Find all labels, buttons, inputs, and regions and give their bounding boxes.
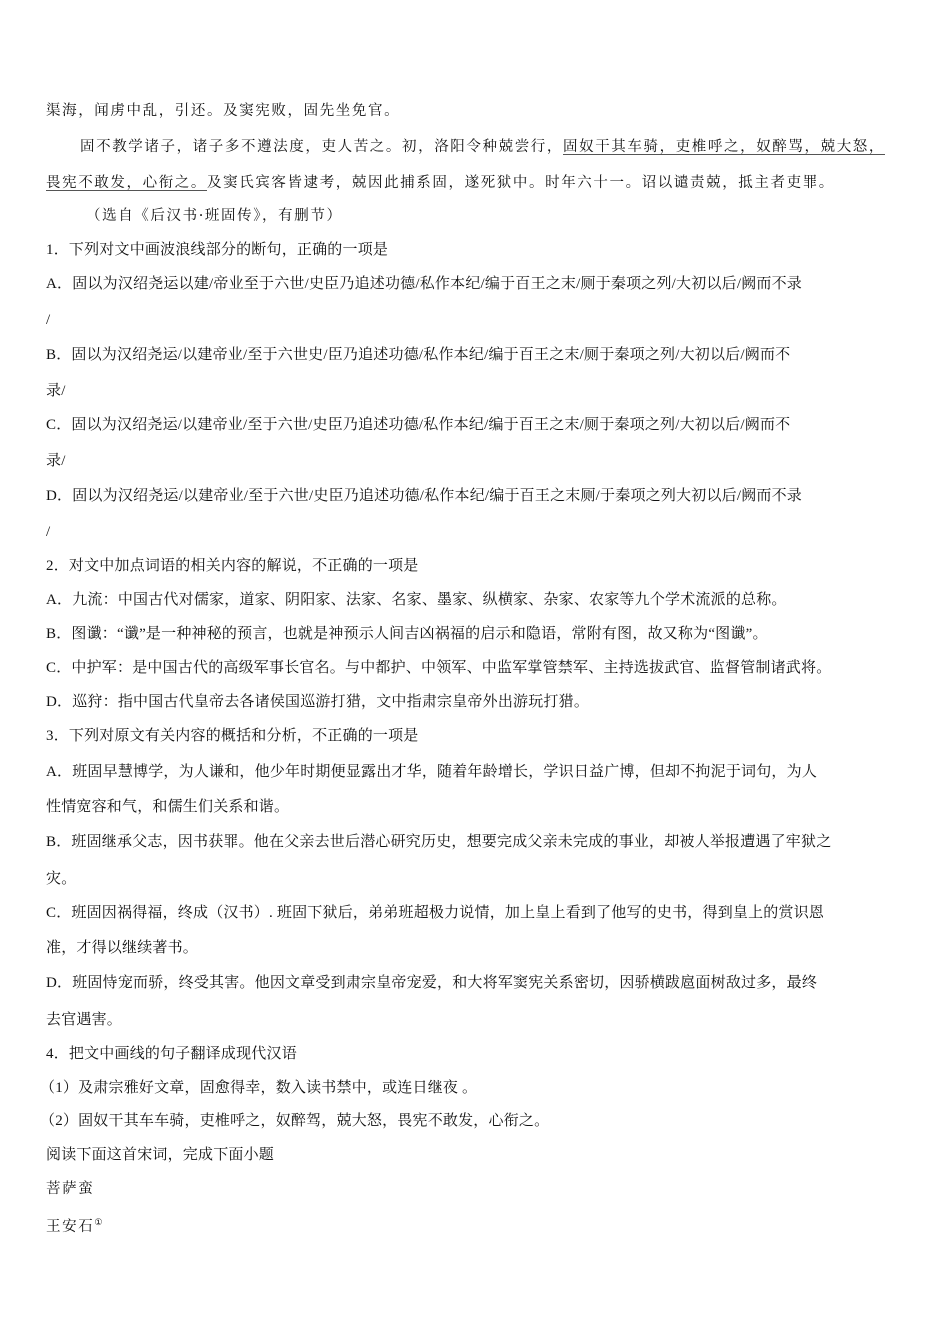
poem-title: 菩萨蛮 (46, 1181, 95, 1197)
question-1-option-c: C．固以为汉绍尧运/以建帝业/至于六世/史臣乃追述功德/私作本纪/编于百王之末/厕于秦项之列/大初以后/阙而不 (46, 417, 791, 433)
question-3-option-a-cont: 性情宽容和气，和儒生们关系和谐。 (46, 799, 290, 815)
poem-author-name: 王安石 (46, 1218, 95, 1235)
passage-line-1: 渠海，闻虏中乱，引还。及窦宪败，固先坐免官。 (46, 103, 401, 119)
question-2-option-a: A．九流：中国古代对儒家，道家、阴阳家、法家、名家、墨家、纵横家、杂家、农家等九个学术流派的总称。 (46, 592, 787, 608)
poem-author (46, 1213, 104, 1237)
question-1-stem: 1．下列对文中画波浪线部分的断句，正确的一项是 (46, 242, 389, 258)
question-3-option-b: B．班固继承父志，因书获罪。他在父亲去世后潜心研究历史，想要完成父亲未完成的事业，却被人举报遭遇了牢狱之 (46, 834, 832, 850)
question-2-option-d: D．巡狩：指中国古代皇帝去各诸侯国巡游打猎，文中指肃宗皇帝外出游玩打猎。 (46, 694, 590, 710)
question-1-option-b-cont: 录/ (46, 383, 66, 399)
question-1-option-a: A．固以为汉绍尧运以建/帝业至于六世/史臣乃追述功德/私作本纪/编于百王之末/厕于秦项之列/大初以后/阙而不录 (46, 276, 803, 292)
question-3-option-a: A．班固早慧博学，为人谦和，他少年时期便显露出才华，随着年龄增长，学识日益广博，但却不拘泥于词句，为人 (46, 764, 818, 780)
question-1-option-a-cont: / (46, 312, 51, 328)
passage-source: （选自《后汉书·班固传》，有删节） (86, 208, 343, 224)
question-3-option-c: C．班固因祸得福，终成（汉书）. 班固下狱后，弟弟班超极力说情，加上皇上看到了他写的史书，得到皇上的赏识恩 (46, 905, 825, 921)
passage-paragraph-2-line-2 (46, 173, 835, 193)
question-1-option-b: B．固以为汉绍尧运/以建帝业/至于六世史/臣乃追述功德/私作本纪/编于百王之末/厕于秦项之列/大初以后/阙而不 (46, 347, 791, 363)
underlined-sentence: 畏宪不敢发，心衔之。 (46, 175, 207, 191)
question-3-option-c-cont: 准，才得以继续著书。 (46, 940, 199, 956)
question-4-stem: 4．把文中画线的句子翻译成现代汉语 (46, 1046, 297, 1062)
question-3-option-d-cont: 去官遇害。 (46, 1012, 123, 1028)
passage-text: 固不教学诸子，诸子多不遵法度，吏人苦之。初，洛阳令种兢尝行， (80, 139, 563, 155)
question-1-option-d-cont: / (46, 524, 51, 540)
passage-text: 及窦氏宾客皆逮考，兢因此捕系固，遂死狱中。时年六十一。诏以谴责兢，抵主者吏罪。 (207, 175, 835, 191)
question-4-item-1: （1）及肃宗雅好文章，固愈得幸，数入读书禁中，或连日继夜 。 (40, 1080, 478, 1096)
question-4-item-2: （2）固奴干其车车骑，吏椎呼之，奴醉驾，兢大怒，畏宪不敢发，心衔之。 (40, 1113, 550, 1129)
footnote-mark: ① (94, 1218, 104, 1228)
question-3-option-d: D．班固恃宠而骄，终受其害。他因文章受到肃宗皇帝宠爱，和大将军窦宪关系密切，因骄横跋扈面树敌过多，最终 (46, 975, 818, 991)
underlined-sentence: 固奴干其车骑，吏椎呼之，奴醉骂，兢大怒， (563, 139, 885, 155)
question-3-stem: 3．下列对原文有关内容的概括和分析，不正确的一项是 (46, 728, 419, 744)
question-1-option-d: D．固以为汉绍尧运/以建帝业/至于六世/史臣乃追述功德/私作本纪/编于百王之末厕/于秦项之列大初以后/阙而不录 (46, 488, 803, 504)
question-2-stem: 2．对文中加点词语的相关内容的解说，不正确的一项是 (46, 558, 419, 574)
question-1-option-c-cont: 录/ (46, 453, 66, 469)
question-3-option-b-cont: 灾。 (46, 871, 77, 887)
reading-instruction: 阅读下面这首宋词，完成下面小题 (46, 1147, 275, 1163)
passage-paragraph-2-line-1 (80, 137, 885, 157)
question-2-option-c: C．中护军：是中国古代的高级军事长官名。与中都护、中领军、中监军掌管禁军、主持选拔武官、监督管制诸武将。 (46, 660, 832, 676)
question-2-option-b: B．图谶：“谶”是一种神秘的预言，也就是神预示人间吉凶祸福的启示和隐语，常附有图，故又称为“图谶”。 (46, 626, 768, 642)
